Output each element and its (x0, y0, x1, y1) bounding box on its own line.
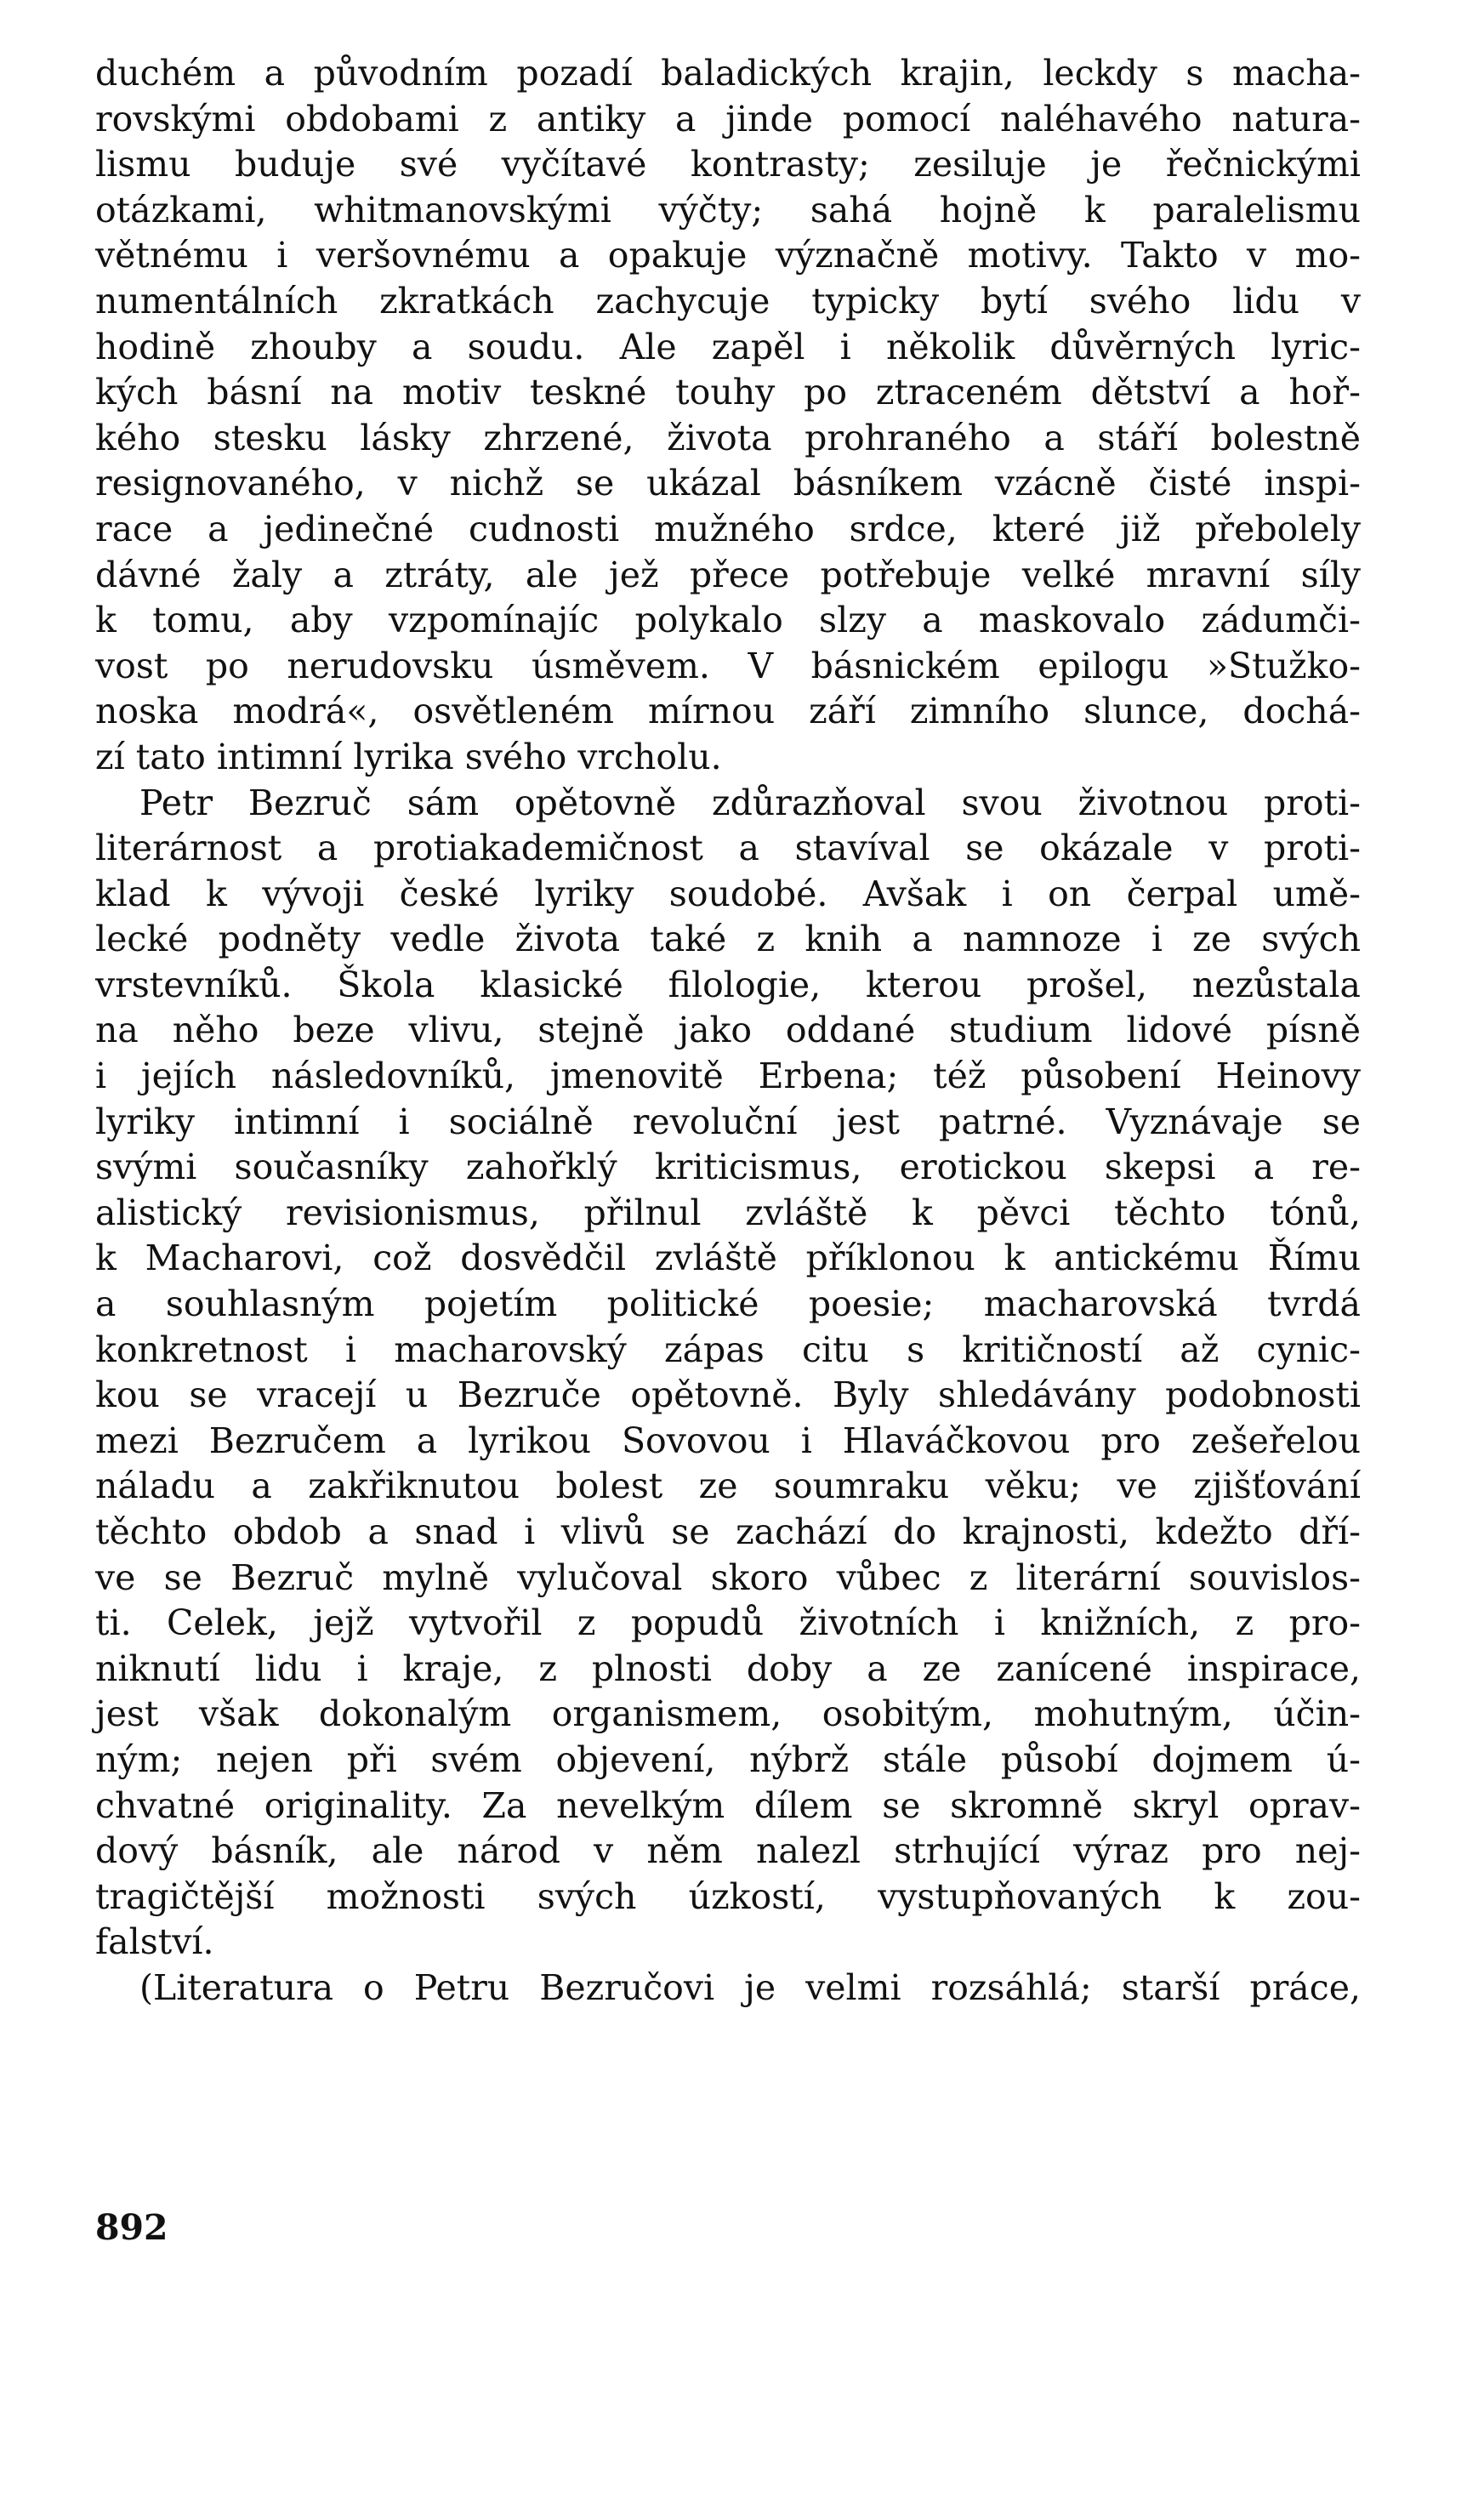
text-line: na něho beze vlivu, stejně jako oddané studium lidové písně (95, 1010, 1361, 1051)
text-line: těchto obdob a snad i vlivů se zachází do krajnosti, kdežto dří- (95, 1511, 1361, 1552)
text-line: dový básník, ale národ v něm nalezl strhující výraz pro nej- (95, 1830, 1361, 1872)
text-line: konkretnost i macharovský zápas citu s kritičností až cynic- (95, 1329, 1361, 1370)
body-text (95, 51, 1361, 2011)
text-line: ti. Celek, jejž vytvořil z popudů životních i knižních, z pro- (95, 1602, 1361, 1644)
text-line: kou se vracejí u Bezruče opětovně. Byly shledávány podobnosti (95, 1374, 1361, 1416)
text-line: numentálních zkratkách zachycuje typicky bytí svého lidu v (95, 280, 1361, 321)
page-number: 892 (95, 2207, 168, 2248)
text-line: chvatné originality. Za nevelkým dílem se skromně skryl oprav- (95, 1784, 1361, 1826)
text-line: i jejích následovníků, jmenovitě Erbena; též působení Heinovy (95, 1056, 1361, 1097)
paragraph (95, 1966, 1361, 2011)
text-line: otázkami, whitmanovskými výčty; sahá hojně k paralelismu (95, 189, 1361, 230)
text-line: ve se Bezruč mylně vylučoval skoro vůbec z literární souvislos- (95, 1556, 1361, 1598)
text-line: ným; nejen při svém objevení, nýbrž stále působí dojmem ú- (95, 1738, 1361, 1780)
text-line: k tomu, aby vzpomínajíc polykalo slzy a maskovalo zádumči- (95, 600, 1361, 641)
text-line: svými současníky zahořklý kriticismus, erotickou skepsi a re- (95, 1147, 1361, 1188)
text-line: resignovaného, v nichž se ukázal básníkem vzácně čisté inspi- (95, 463, 1361, 504)
text-line: větnému i veršovnému a opakuje význačně motivy. Takto v mo- (95, 235, 1361, 276)
text-line: náladu a zakřiknutou bolest ze soumraku věku; ve zjišťování (95, 1465, 1361, 1507)
text-line: race a jedinečné cudnosti mužného srdce, které již přebolely (95, 508, 1361, 549)
text-line: falství. (95, 1921, 214, 1963)
text-line: klad k vývoji české lyriky soudobé. Avšak i on čerpal umě- (95, 873, 1361, 914)
text-line: a souhlasným pojetím politické poesie; macharovská tvrdá (95, 1283, 1361, 1325)
text-line: k Macharovi, což dosvědčil zvláště příklonou k antickému Římu (95, 1238, 1361, 1279)
paragraph (95, 781, 1361, 1966)
text-line: (Literatura o Petru Bezručovi je velmi rozsáhlá; starší práce, (139, 1966, 1361, 2008)
text-line: kých básní na motiv teskné touhy po ztraceném dětství a hoř- (95, 372, 1361, 413)
text-line: alistický revisionismus, přilnul zvláště k pěvci těchto tónů, (95, 1192, 1361, 1233)
text-line: Petr Bezruč sám opětovně zdůrazňoval svou životnou proti- (139, 782, 1361, 823)
text-line: vost po nerudovsku úsměvem. V básnickém epilogu »Stužko- (95, 645, 1361, 686)
text-line: literárnost a protiakademičnost a stavíval se okázale v proti- (95, 828, 1361, 869)
text-line: rovskými obdobami z antiky a jinde pomocí naléhavého natura- (95, 98, 1361, 139)
text-line: jest však dokonalým organismem, osobitým, mohutným, účin- (95, 1693, 1361, 1735)
paragraph (95, 51, 1361, 781)
text-line: niknutí lidu i kraje, z plnosti doby a ze zanícené inspirace, (95, 1647, 1361, 1689)
text-line: kého stesku lásky zhrzené, života prohraného a stáří bolestně (95, 417, 1361, 458)
text-line: noska modrá«, osvětleném mírnou září zimního slunce, dochá- (95, 691, 1361, 732)
text-line: lecké podněty vedle života také z knih a namnoze i ze svých (95, 919, 1361, 960)
text-line: dávné žaly a ztráty, ale jež přece potřebuje velké mravní síly (95, 554, 1361, 595)
text-line: mezi Bezručem a lyrikou Sovovou i Hlaváčkovou pro zešeřelou (95, 1420, 1361, 1461)
text-line: vrstevníků. Škola klasické filologie, kterou prošel, nezůstala (95, 964, 1361, 1005)
text-line: zí tato intimní lyrika svého vrcholu. (95, 736, 722, 777)
text-line: tragičtější možnosti svých úzkostí, vystupňovaných k zou- (95, 1875, 1361, 1917)
text-line: lyriky intimní i sociálně revoluční jest patrné. Vyznávaje se (95, 1101, 1361, 1142)
text-line: lismu buduje své vyčítavé kontrasty; zesiluje je řečnickými (95, 144, 1361, 185)
text-line: duchém a původním pozadí baladických krajin, leckdy s macha- (95, 53, 1361, 94)
text-line: hodině zhouby a soudu. Ale zapěl i několik důvěrných lyric- (95, 326, 1361, 367)
